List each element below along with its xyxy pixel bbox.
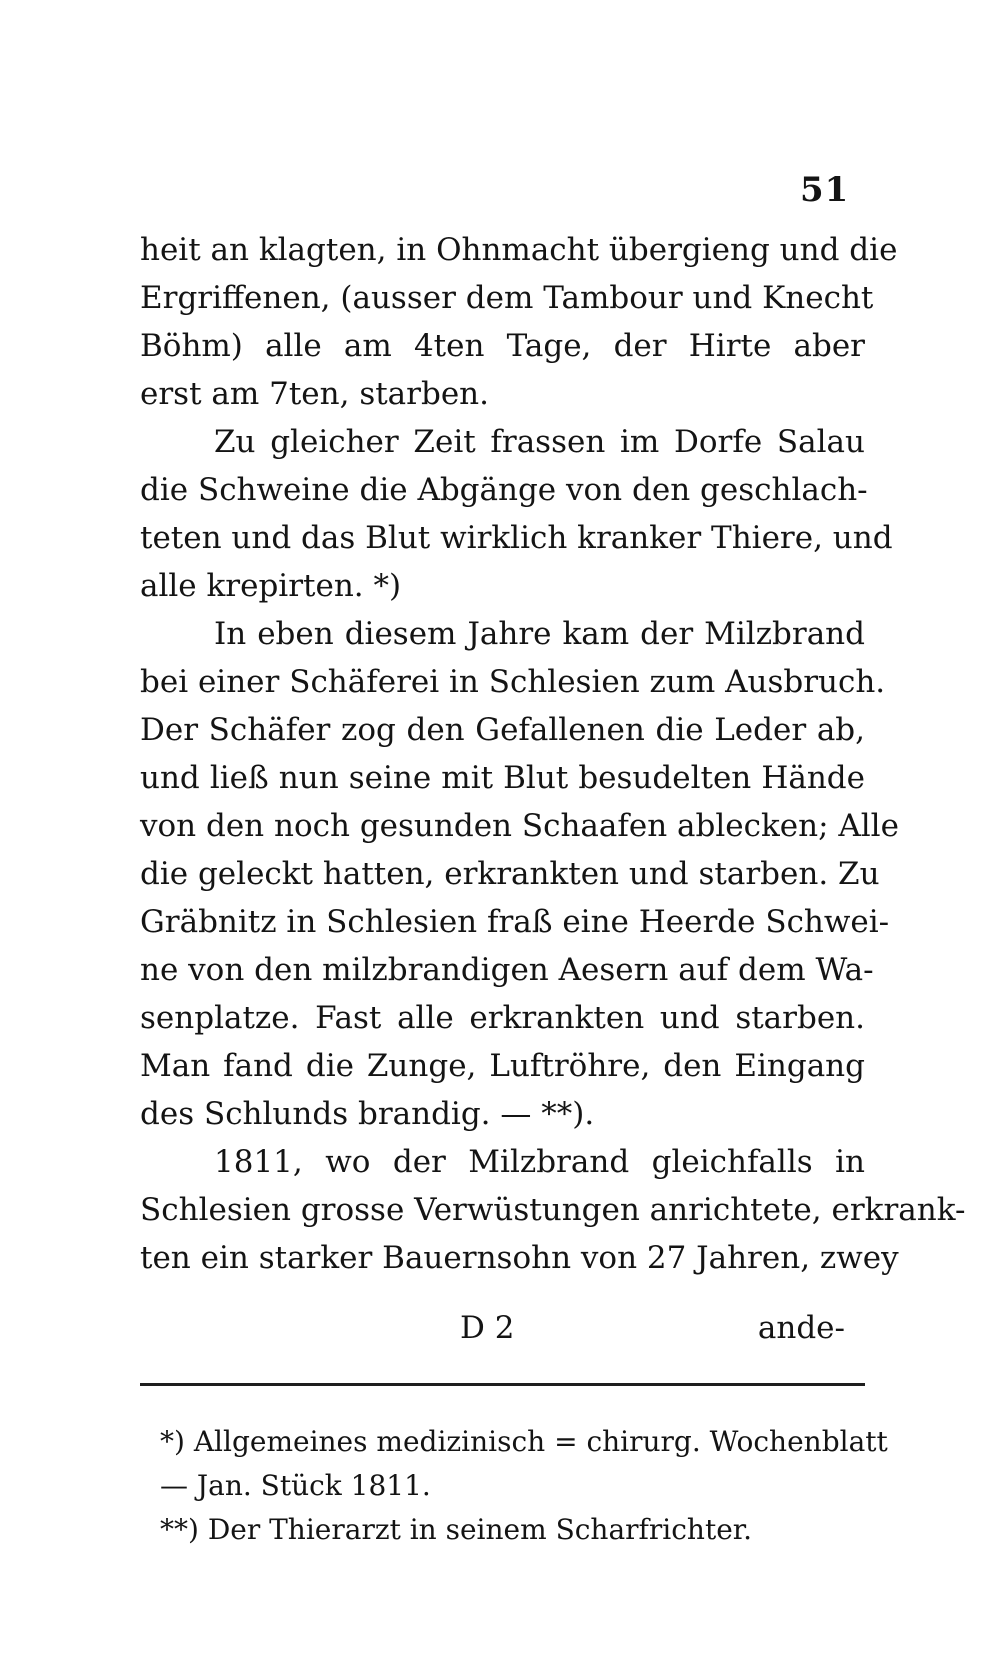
text-line: erst am 7ten, starben. bbox=[140, 376, 489, 412]
footnote-line: **) Der Thierarzt in seinem Scharfrichter. bbox=[160, 1513, 752, 1546]
footnote-divider bbox=[140, 1383, 865, 1386]
catchword: ande- bbox=[757, 1310, 845, 1346]
text-line: Böhm) alle am 4ten Tage, der Hirte aber bbox=[140, 328, 865, 364]
text-line: Zu gleicher Zeit frassen im Dorfe Salau bbox=[214, 424, 865, 460]
text-line: Ergriffenen, (ausser dem Tambour und Knecht bbox=[140, 280, 874, 316]
text-line: die geleckt hatten, erkrankten und starben. Zu bbox=[140, 856, 880, 892]
text-line: Der Schäfer zog den Gefallenen die Leder ab, bbox=[140, 712, 865, 748]
text-line: teten und das Blut wirklich kranker Thiere, und bbox=[140, 520, 893, 556]
text-line: Man fand die Zunge, Luftröhre, den Eingang bbox=[140, 1048, 865, 1084]
signature-mark: D 2 bbox=[460, 1310, 515, 1346]
text-line: ten ein starker Bauernsohn von 27 Jahren, zwey bbox=[140, 1240, 899, 1276]
text-line: heit an klagten, in Ohnmacht übergieng und die bbox=[140, 232, 898, 268]
footnotes bbox=[160, 1420, 888, 1552]
text-line: die Schweine die Abgänge von den geschlach- bbox=[140, 472, 868, 508]
text-line: alle krepirten. *) bbox=[140, 568, 402, 604]
text-line: von den noch gesunden Schaafen ablecken; Alle bbox=[140, 808, 899, 844]
page-number: 51 bbox=[800, 170, 850, 210]
catchline bbox=[140, 1306, 865, 1350]
text-line: Schlesien grosse Verwüstungen anrichtete, erkrank- bbox=[140, 1192, 966, 1228]
text-line: und ließ nun seine mit Blut besudelten Hände bbox=[140, 760, 865, 796]
text-line: senplatze. Fast alle erkrankten und starben. bbox=[140, 1000, 865, 1036]
text-line: 1811, wo der Milzbrand gleichfalls in bbox=[214, 1144, 865, 1180]
footnote-line: — Jan. Stück 1811. bbox=[160, 1469, 431, 1502]
text-line: Gräbnitz in Schlesien fraß eine Heerde Schwei- bbox=[140, 904, 890, 940]
text-line: des Schlunds brandig. — **). bbox=[140, 1096, 595, 1132]
footnote-line: *) Allgemeines medizinisch = chirurg. Wochenblatt bbox=[160, 1425, 888, 1458]
text-line: bei einer Schäferei in Schlesien zum Ausbruch. bbox=[140, 664, 886, 700]
text-line: In eben diesem Jahre kam der Milzbrand bbox=[214, 616, 865, 652]
body-text bbox=[140, 226, 966, 1282]
text-line: ne von den milzbrandigen Aesern auf dem Wa- bbox=[140, 952, 874, 988]
